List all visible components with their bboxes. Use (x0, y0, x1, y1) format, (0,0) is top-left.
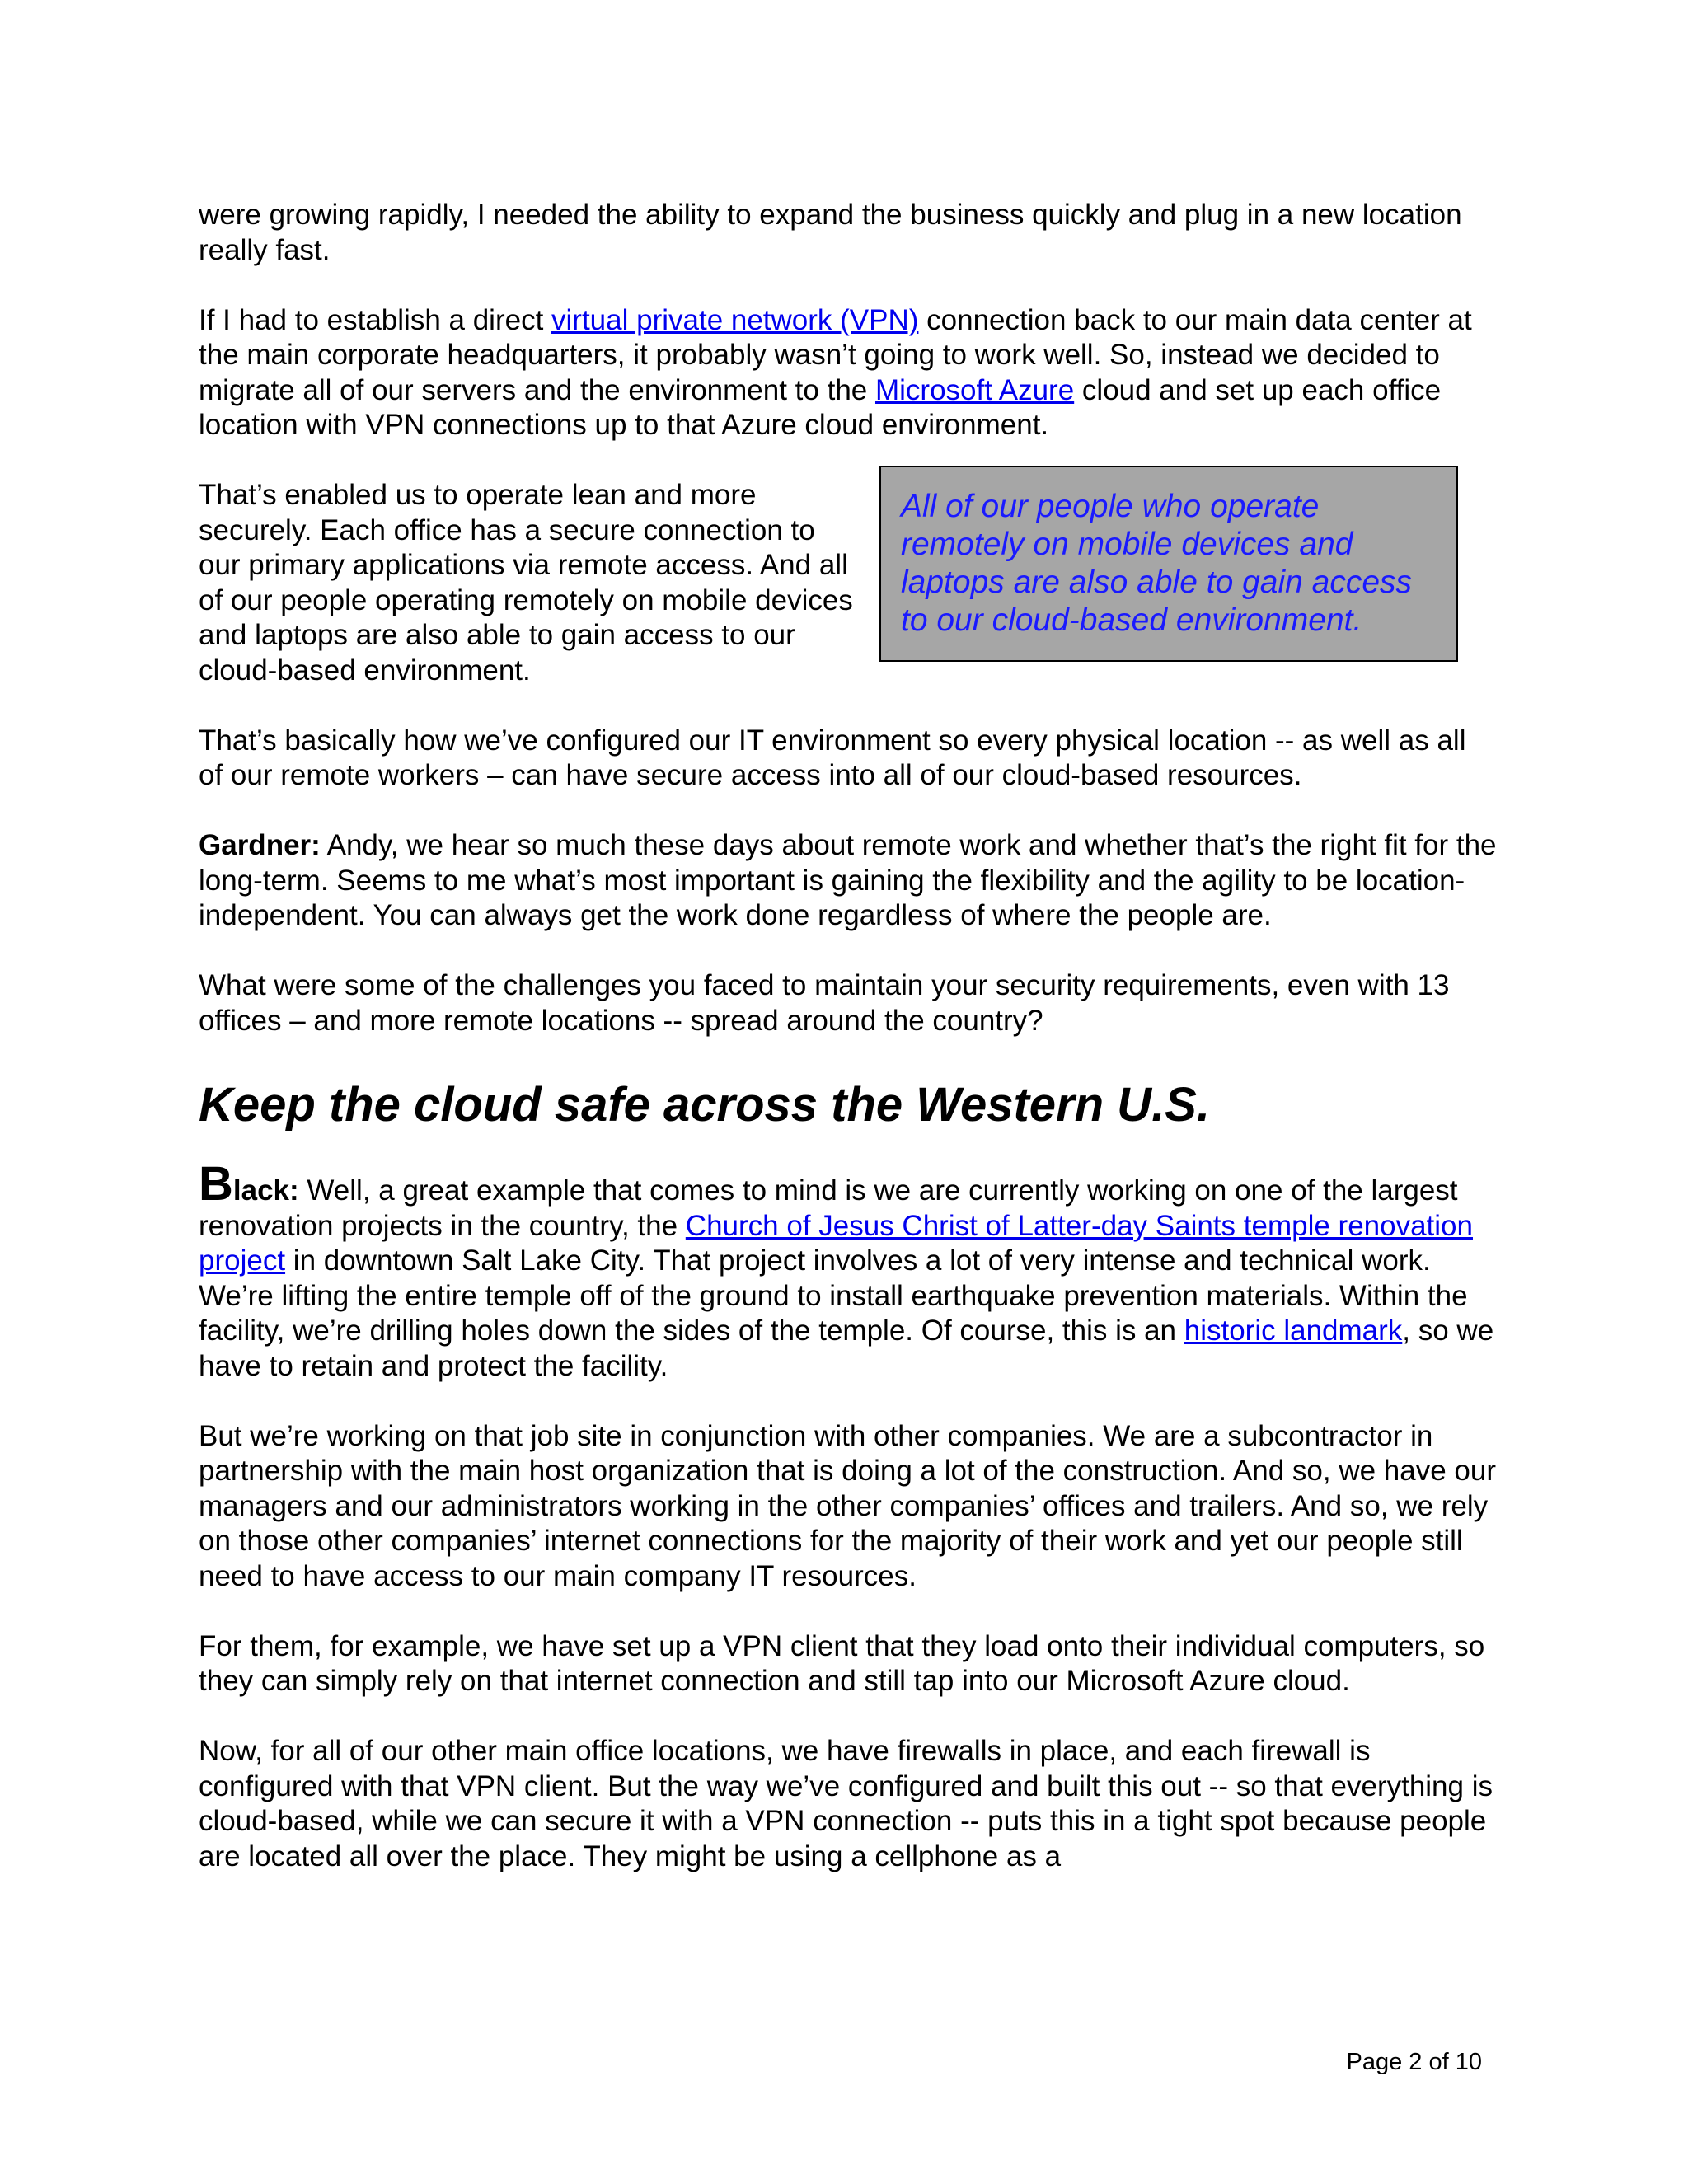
link-vpn[interactable]: virtual private network (VPN) (551, 303, 919, 336)
document-body (199, 198, 1497, 1874)
paragraph-configured: That’s basically how we’ve configured our IT environment so every physical location -- as well as all of our remote workers – can have secure access into all of our cloud-based resources. (199, 724, 1466, 791)
paragraph-vpn (199, 303, 1497, 443)
paragraph-vpn-text-c: cloud and set up each office location with VPN connections up to that Azure cloud environment. (199, 373, 1442, 441)
speaker-gardner: Gardner: (199, 829, 321, 861)
paragraph-firewalls: Now, for all of our other main office locations, we have firewalls in place, and each firewall is configured with that VPN client. But the way we’ve configured and built this out -- so that everything is cloud-based, while we can secure it with a VPN connection -- puts this in a tight spot because people are located all over the place. They might be using a cellphone as a (199, 1735, 1493, 1872)
paragraph-gardner-text: Andy, we hear so much these days about remote work and whether that’s the right fit for the long-term. Seems to me what’s most important is gaining the flexibility and the agility to be location-independent. You can always get the work done regardless of where the people are. (199, 829, 1497, 931)
paragraph-challenges: What were some of the challenges you faced to maintain your security requirements, even with 13 offices – and more remote locations -- spread around the country? (199, 969, 1450, 1037)
link-microsoft-azure[interactable]: Microsoft Azure (874, 373, 1075, 406)
pullquote-text: All of our people who operate remotely on mobile devices and laptops are also able to gain access to our cloud-based environment. (901, 489, 1413, 638)
paragraph-black-text-c: , so we have to retain and protect the facility. (199, 1315, 1494, 1382)
link-historic-landmark[interactable]: historic landmark (1184, 1315, 1403, 1347)
paragraph-intro: were growing rapidly, I needed the ability to expand the business quickly and plug in a new location really fast. (199, 199, 1462, 266)
speaker-black: lack: (232, 1174, 299, 1207)
link-temple-renovation[interactable]: Church of Jesus Christ of Latter-day Saints temple renovation project (199, 1209, 1473, 1277)
paragraph-vpn-text-a: If I had to establish a direct (199, 303, 552, 336)
page-number: Page 2 of 10 (1346, 2049, 1482, 2075)
paragraph-vpn-text-b: connection back to our main data center at the main corporate headquarters, it probably wasn’t going to work well. So, instead we decided to migrate all of our servers and the environment to the (199, 303, 1472, 406)
paragraph-gardner (199, 828, 1497, 934)
drop-cap: B (199, 1157, 233, 1211)
pullquote-section (199, 478, 1497, 688)
section-heading: Keep the cloud safe across the Western U.S. (199, 1078, 1210, 1132)
pullquote-box (879, 466, 1458, 662)
paragraph-black-text-a: Well, a great example that comes to mind is we are currently working on one of the largest renovation projects in the country, the (199, 1174, 1458, 1242)
paragraph-job-site: But we’re working on that job site in conjunction with other companies. We are a subcontractor in partnership with the main host organization that is doing a lot of the construction. And so, we have our managers and our administrators working in the other companies’ offices and trailers. And so, we rely on those other companies’ internet connections for the majority of their work and yet our people still need to have access to our main company IT resources. (199, 1419, 1496, 1592)
paragraph-vpn-client: For them, for example, we have set up a VPN client that they load onto their individual computers, so they can simply rely on that internet connection and still tap into our Microsoft Azure cloud. (199, 1629, 1485, 1697)
paragraph-lean-secure: That’s enabled us to operate lean and more securely. Each office has a secure connection to our primary applications via remote access. And all of our people operating remotely on mobile devices and laptops are also able to gain access to our cloud-based environment. (199, 479, 853, 687)
paragraph-black (199, 1157, 1497, 1384)
paragraph-black-text-b: in downtown Salt Lake City. That project involves a lot of very intense and technical work. We’re lifting the entire temple off of the ground to install earthquake prevention materials. Within the facility, we’re drilling holes down the sides of the temple. Of course, this is an (199, 1244, 1468, 1347)
